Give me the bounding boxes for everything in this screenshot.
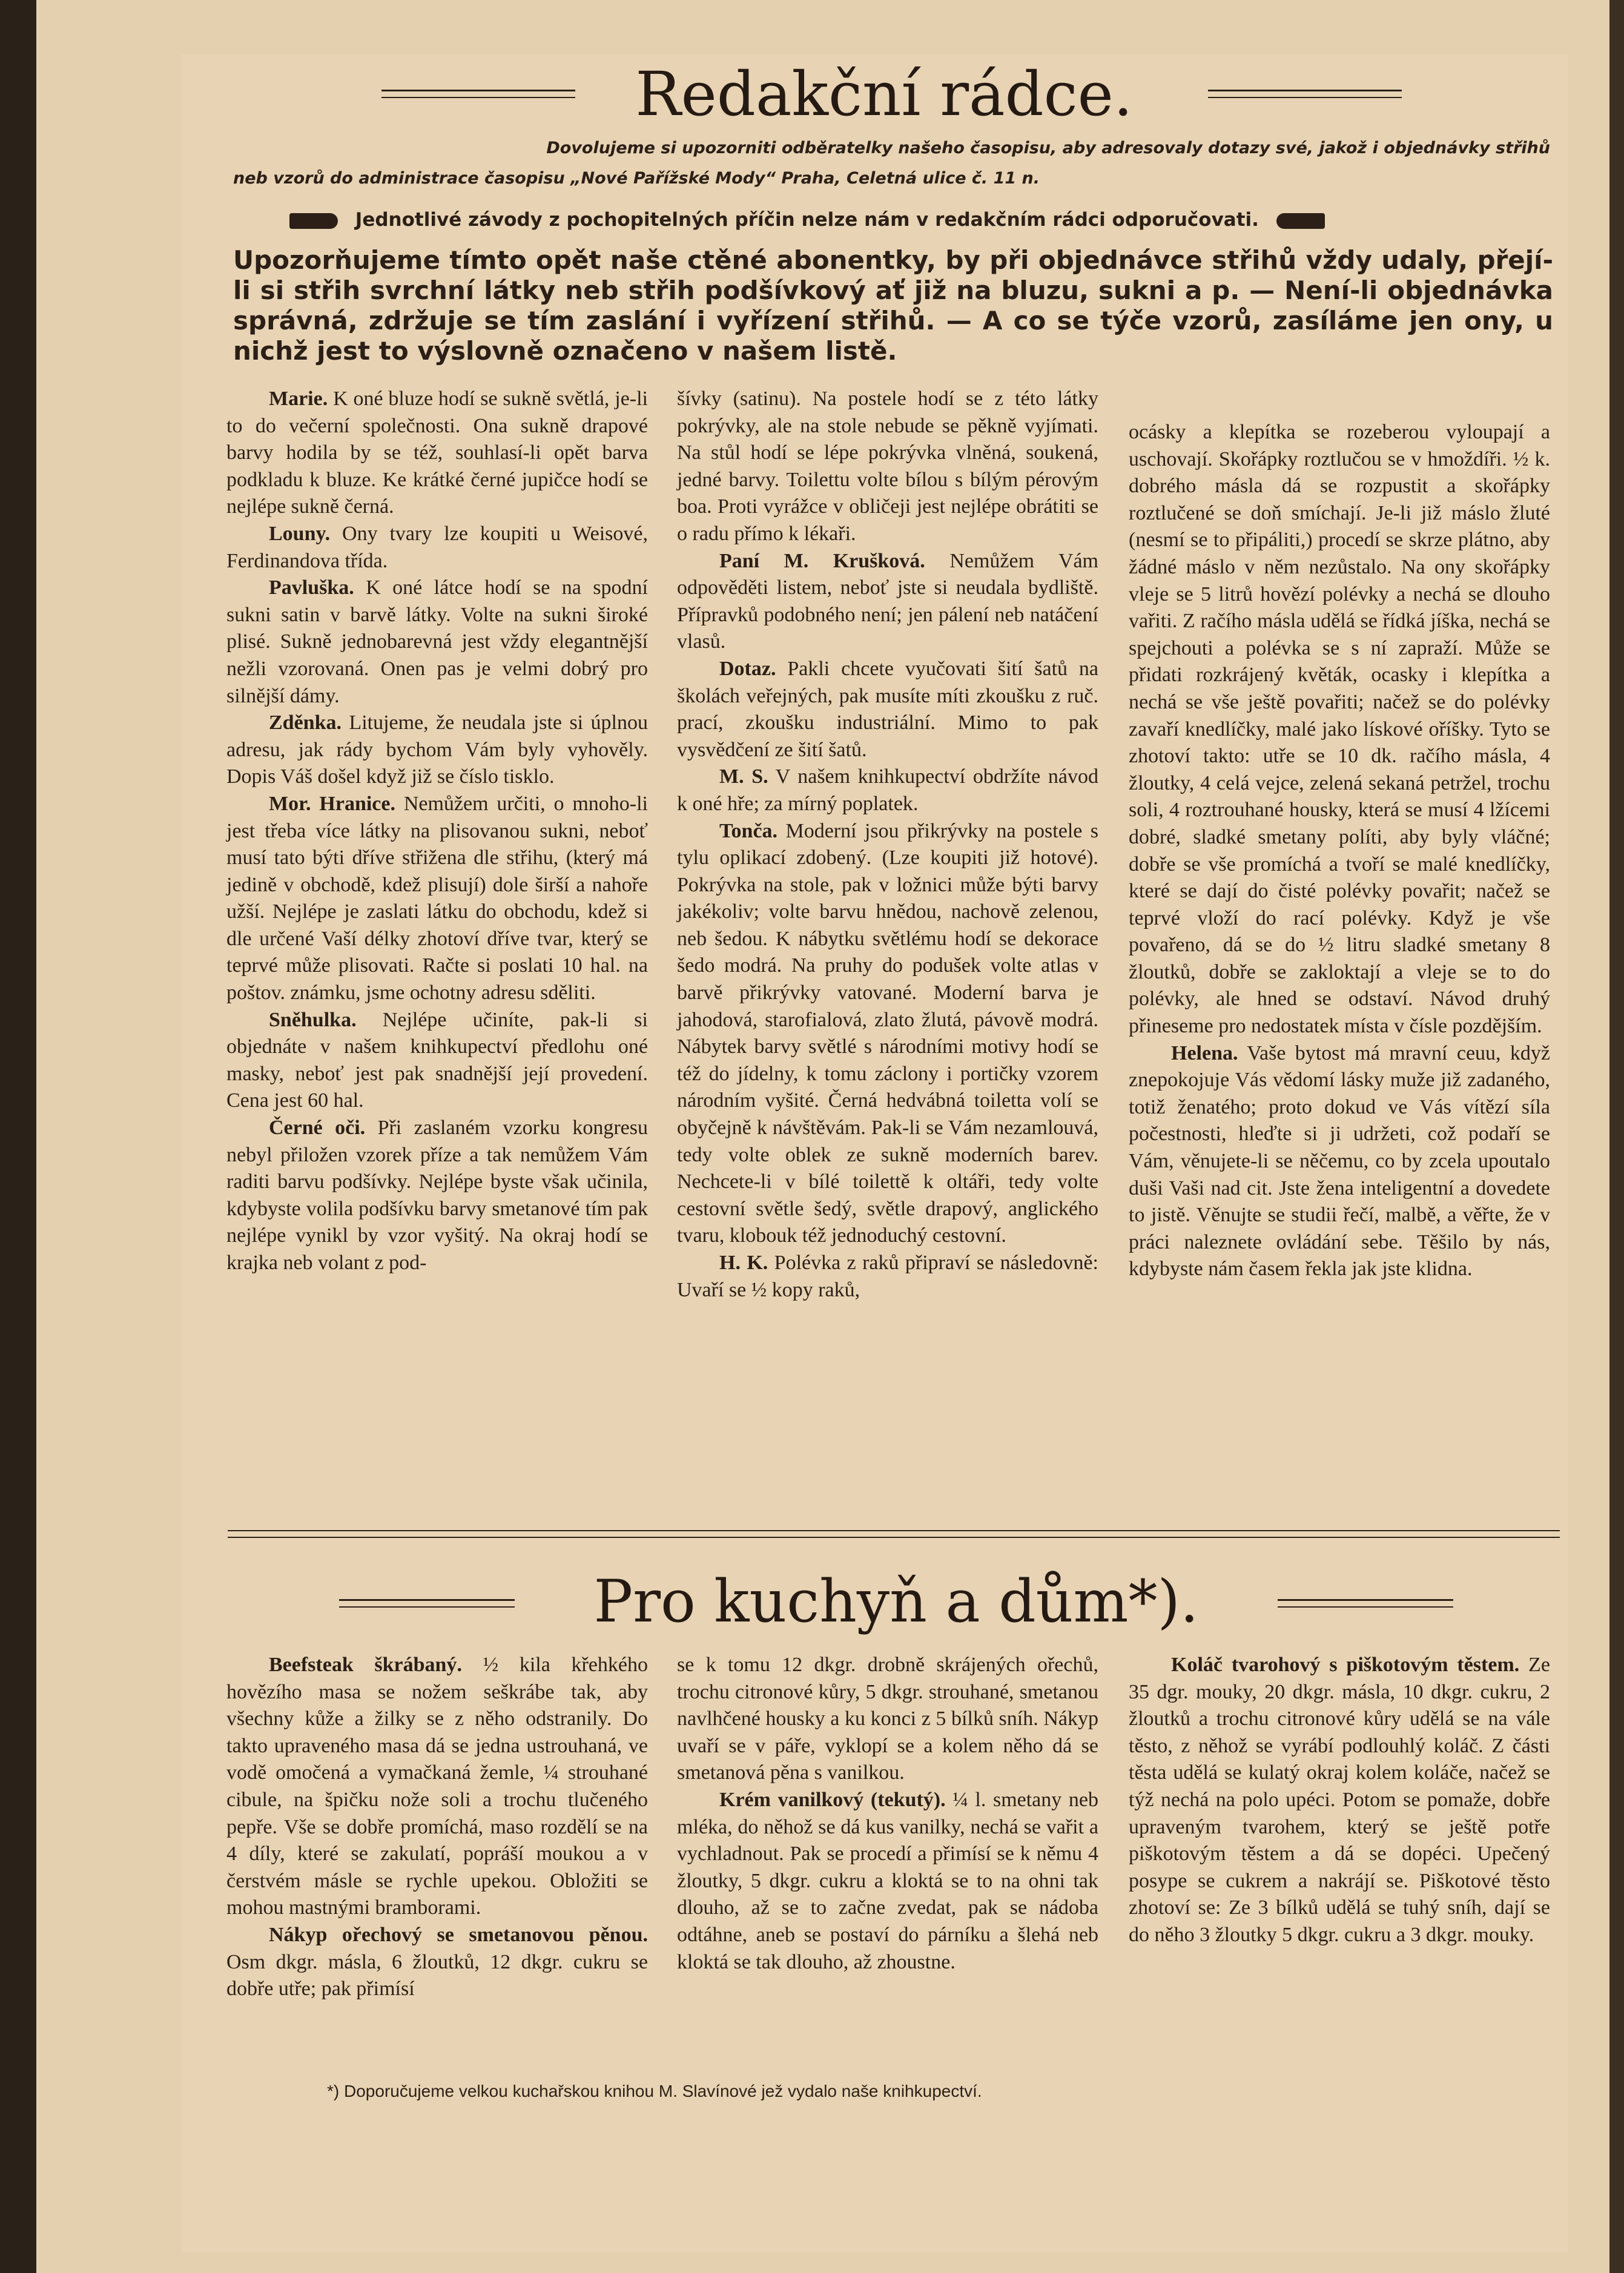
warning-line — [289, 209, 1325, 231]
entry-heading: H. K. — [719, 1252, 768, 1274]
title-rule-right — [1208, 90, 1402, 91]
entry-text: ¼ l. smetany neb mléka, do něhož se dá kus vanilky, nechá se vařit a vychladnout. Pak se procedí a přimísí se k němu 4 žloutky, 5 dkgr. cukru a kloktá se to na ohni tak dlouho, až se to začne zvedat, pak se nádoba odtáhne, aneb se postaví do párníku a šlehá neb kloktá se tak dlouho, až zhoustne. — [677, 1788, 1098, 1973]
entry-heading: Beefsteak škrábaný. — [269, 1654, 462, 1676]
notice-line-2: neb vzorů do administrace časopisu „Nové Pařížské Mody“ Praha, Celetná ulice č. 11 n. — [233, 169, 1040, 188]
entry-text: K oné bluze hodí se sukně světlá, je-li to do večerní společnosti. Ona sukně drapové barvy hodila by se též, souhlasí-li opět barva podkladu k bluze. Ke krátké černé jupičce hodí se nejlépe sukně černá. — [226, 388, 648, 518]
entry-text: Vaše bytost má mravní ceuu, když znepokojuje Vás vědomí lásky muže již zadaného, totiž ženatého; proto dokud ve Vás vítězí síla počestnosti, hleďte si ji udržeti, což podaří se Vám, věnujete-li se něčemu, co by zcela upoutalo duši Vaši nad cit. Jste žena inteligentní a dovedete to jistě. Věnujte se studii řečí, malbě, a věřte, že v práci naleznete ovládání sebe. Těšilo by nás, kdybyste nám časem řekla jak jste klidna. — [1129, 1041, 1550, 1281]
entry-text: ½ kila křehkého hovězího masa se nožem seškrábe tak, aby všechny kůže a žilky se z něho odstranily. Do takto upraveného masa dá se jedna ustrouhaná, ve vodě omočená a vymačkaná žemle, ¼ strouhané cibule, na špičku nože soli a trochu tlučeného pepře. Vše se dobře promíchá, maso rozdělí se na 4 díly, které se zakulatí, popráší moukou a v čerstvém másle se rychle upekou. Obložiti se mohou mastnými bramborami. — [226, 1654, 648, 1919]
entry-heading: Helena. — [1171, 1041, 1238, 1064]
article-entry — [226, 1922, 648, 2003]
article-entry — [226, 575, 648, 710]
footnote: *) Doporučujeme velkou kuchařskou knihou M. Slavínové jež vydalo naše knihkupectví. — [327, 2082, 982, 2100]
entry-heading: Louny. — [269, 522, 331, 545]
kitchen-column-3 — [1129, 1652, 1550, 1949]
entry-heading: Dotaz. — [719, 657, 776, 680]
entry-text: V našem knihkupectví obdržíte návod k oné hře; za mírný poplatek. — [677, 765, 1098, 815]
warning-text: Jednotlivé závody z pochopitelných příčin nelze nám v redakčním rádci odporučovati. — [355, 209, 1259, 231]
entry-text: ocásky a klepítka se rozeberou vyloupají a uschovají. Skořápky roztlučou se v hmoždíři. ½ k. dobrého másla dá se rozpustit a skořápky roztlučené se doň smíchají. Je-li již máslo žluté (nesmí se to připáliti,) procedí se skrze plátno, aby žádné máslo v něm nezůstalo. Na ony skořápky vleje se 5 litrů hovězí polévky a nechá se dlouho vařiti. Z račího másla udělá se řídká jíška, nechá se spejchouti a polévka se s ní zapraží. Může se přidati rozkrájený květák, ocasky i klepítka a nechá se vše ještě povařiti; načež se do polévky zavaří knedlíčky, malé jako lískové oříšky. Tyto se zhotoví takto: utře se 10 dk. račího másla, 4 žloutky, 4 celá vejce, zelená sekaná petržel, trochu soli, 4 roztrouhané housky, která se musí 4 lžícemi dobré, sladké smetany políti, aby byly vláčné; dobře se vše promíchá a tvoří se malé knedlíčky, které se dají do čisté polévky povařit; načež se teprvé vloží do rací polévky. Když je vše povařeno, dá se do ½ litru sladké smetany 8 žloutků, dobře se zakloktají a vleje se to do polévky, ale hned se odstaví. Návod druhý přineseme pro nedostatek místa v čísle pozdějším. — [1129, 421, 1550, 1038]
article-entry — [677, 1652, 1098, 1787]
entry-heading: Tonča. — [719, 819, 778, 842]
entry-text: Ze 35 dgr. mouky, 20 dkgr. másla, 10 dkgr. cukru, 2 žloutků a trochu citronové kůry udělá se na vále těsto, z něhož se vyrábí podlouhlý koláč. Z části těsta udělá se kulatý okraj kolem koláče, načež se týž nechá na polo upéci. Potom se pomaže, dobře upraveným tvarohem, který se ještě potře piškotovým těstem a dá se dopéci. Upečený posype se cukrem a nakrájí se. Piškotové těsto zhotoví se: Ze 3 bílků udělá se tuhý sníh, dají se do něho 3 žloutky 5 dkgr. cukru a 3 dkgr. mouky. — [1129, 1654, 1550, 1946]
article-entry — [677, 818, 1098, 1250]
entry-text: K oné látce hodí se na spodní sukni satin v barvě látky. Volte na sukni široké plisé. Sukně jednobarevná jest vždy elegantnější nežli vzorovaná. Onen pas je velmi dobrý pro silnější dámy. — [226, 576, 648, 707]
entry-text: Nemůžem Vám odpověděti listem, neboť jste si neudala bydliště. Přípravků podobného není; jen pálení neb natáčení vlasů. — [677, 549, 1098, 653]
entry-heading: Zděnka. — [269, 711, 342, 734]
title-rule-left — [381, 90, 575, 91]
article-entry — [677, 548, 1098, 656]
lead-paragraph: Upozorňujeme tímto opět naše ctěné abonentky, by při objednávce střihů vždy udaly, přejí-li si střih svrchní látky neb střih podšívkový ať již na bluzu, sukni a p. — Není-li objednávka správná, zdržuje se tím zaslání i vyřízení střihů. — A co se týče vzorů, zasíláme jen ony, u nichž jest to výslovně označeno v našem listě. — [233, 245, 1553, 366]
article-entry — [226, 710, 648, 791]
title-rule-left-2 — [381, 97, 575, 98]
entry-heading: Marie. — [269, 388, 328, 410]
section-title-redakcni-radce: Redakční rádce. — [635, 59, 1133, 130]
article-entry — [677, 656, 1098, 764]
entry-text: šívky (satinu). Na postele hodí se z této látky pokrývky, ale na stole nebude se pěkně vyjímati. Na stůl hodí se lépe pokrývka vlněná, soukená, jedné barvy. Toilettu volte bílou s bílým pérovým boa. Proti vyrážce v obličeji jest nejlépe obrátiti se o radu přímo k lékaři. — [677, 388, 1098, 545]
article-entry — [226, 521, 648, 575]
entry-heading: Mor. Hranice. — [269, 792, 395, 815]
article-entry — [226, 386, 648, 521]
entry-heading: Nákyp ořechový se smetanovou pěnou. — [269, 1923, 648, 1946]
kitchen-title-rule-right-2 — [1278, 1606, 1453, 1608]
article-entry — [1129, 1040, 1550, 1283]
entry-text: Pakli chcete vyučovati šití šatů na školách veřejných, pak musíte míti zkoušku z ruč. prací, zkoušku industriální. Mimo to pak vysvědčení ze šití šatů. — [677, 657, 1098, 761]
rada-column-3 — [1129, 419, 1550, 1283]
entry-text: Ony tvary lze koupiti u Weisové, Ferdinandova třída. — [226, 522, 648, 572]
section-divider-top — [228, 1530, 1560, 1531]
pointing-hand-icon-left — [289, 213, 338, 229]
entry-heading: Pavluška. — [269, 576, 354, 599]
title-rule-right-2 — [1208, 97, 1402, 98]
kitchen-title-rule-left-2 — [339, 1606, 515, 1608]
entry-text: Při zaslaném vzorku kongresu nebyl přiložen vzorek příze a tak nemůžem Vám raditi barvu podšívky. Nejlépe byste však učinila, kdybyste volila podšívku barvy smetanové tím pak nejlépe vynikl by vzor vyšitý. Na okraj hodí se krajka neb volant z pod- — [226, 1117, 648, 1274]
entry-text: Moderní jsou přikrývky na postele s tylu oplikací zdobený. (Lze koupiti již hotové). Pokrývka na stole, pak v ložnici může býti barvy jakékoliv; volte barvu hnědou, nachově zelenou, neb šedou. K nábytku světlému hodí se dekorace šedo modrá. Na pruhy do podušek volte atlas v barvě přikrývky vatované. Moderní barva je jahodová, starofialová, zlato žlutá, pávově modrá. Nábytek barvy světlé s národními motivy hodí se též do jídelny, k tomu záclony i portičky vzorem národním vyšité. Černá hedvábná toiletta volí se obyčejně k návštěvám. Pak-li se Vám nezamlouvá, tedy volte oblek ze sukně moderních barev. Nechcete-li v bílé toilettě k oltáři, tedy volte cestovní světle šedý, světle drapový, anglického tvaru, klobouk též jednoduchý cestovní. — [677, 819, 1098, 1247]
rada-column-2 — [677, 386, 1098, 1304]
article-entry — [226, 1652, 648, 1922]
entry-text: se k tomu 12 dkgr. drobně skrájených ořechů, trochu citronové kůry, 5 dkgr. strouhané, smetanou navlhčené housky a ku konci z 5 bílků sníh. Nákyp uvaří se v páře, vyklopí se a kolem něho dá se smetanová pěna s vanilkou. — [677, 1654, 1098, 1784]
notice-line-1: Dovolujeme si upozorniti odběratelky našeho časopisu, aby adresovaly dotazy své, jakož i objednávky střihů — [546, 139, 1550, 157]
entry-heading: Sněhulka. — [269, 1008, 357, 1031]
kitchen-column-1 — [226, 1652, 648, 2003]
kitchen-title-rule-left — [339, 1599, 515, 1601]
article-entry — [226, 1115, 648, 1277]
entry-heading: M. S. — [719, 765, 768, 788]
section-title-pro-kuchyn: Pro kuchyň a dům*). — [593, 1568, 1199, 1635]
article-entry — [1129, 419, 1550, 1040]
article-entry — [1129, 1652, 1550, 1949]
article-entry — [677, 1250, 1098, 1304]
page-edge-left — [0, 0, 36, 2273]
entry-heading: Koláč tvarohový s piškotovým těstem. — [1171, 1654, 1520, 1676]
page-edge-right — [1609, 0, 1624, 2273]
entry-heading: Paní M. Krušková. — [719, 549, 925, 572]
pointing-hand-icon-right — [1276, 213, 1325, 229]
article-entry — [226, 1007, 648, 1115]
entry-heading: Krém vanilkový (tekutý). — [719, 1788, 946, 1811]
article-entry — [677, 386, 1098, 548]
entry-text: Nejlépe učiníte, pak-li si objednáte v našem knihkupectví předlohu oné masky, neboť jest pak snadnější její provedení. Cena jest 60 hal. — [226, 1008, 648, 1112]
entry-text: Litujeme, že neudala jste si úplnou adresu, jak rády bychom Vám byly vyhověly. Dopis Váš došel když již se číslo tisklo. — [226, 711, 648, 788]
section-divider-bottom — [228, 1537, 1560, 1538]
entry-text: Nemůžem určiti, o mnoho-li jest třeba více látky na plisovanou sukni, neboť musí tato býti dříve střižena dle střihu, (který má jedině v obchodě, kdež plisují) dole širší a nahoře užší. Nejlépe je zaslati látku do obchodu, kdež si dle určené Vaší délky zhotoví dříve tvar, který se teprvé může plisovati. Račte si poslati 10 hal. na poštov. známku, jsme ochotny adresu sděliti. — [226, 792, 648, 1005]
entry-text: Osm dkgr. másla, 6 žloutků, 12 dkgr. cukru se dobře utře; pak přimísí — [226, 1950, 648, 2001]
entry-heading: Černé oči. — [269, 1117, 366, 1140]
article-entry — [677, 764, 1098, 817]
rada-column-1 — [226, 386, 648, 1277]
entry-text: Polévka z raků připraví se následovně: Uvaří se ½ kopy raků, — [677, 1252, 1098, 1301]
kitchen-title-rule-right — [1278, 1599, 1453, 1601]
kitchen-column-2 — [677, 1652, 1098, 1976]
article-entry — [226, 791, 648, 1007]
article-entry — [677, 1787, 1098, 1976]
